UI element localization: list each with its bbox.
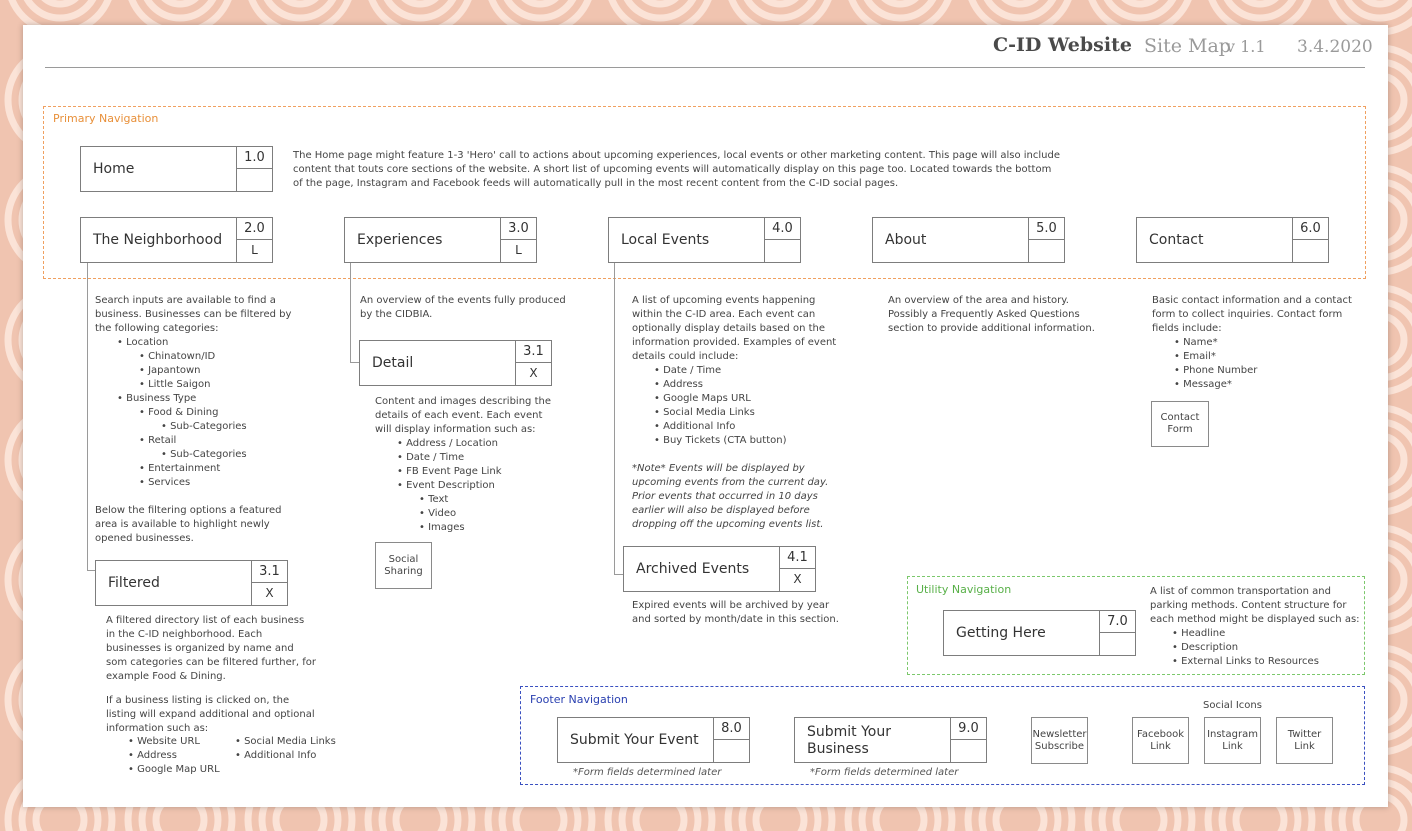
background-arc — [1236, 0, 1284, 4]
page-tag — [237, 169, 272, 191]
page-tag: X — [529, 366, 538, 380]
list-item: • Sub-Categories — [95, 448, 295, 462]
connector-events-h — [614, 574, 623, 575]
page-box-local-events[interactable] — [608, 217, 801, 263]
filtered-description — [106, 614, 316, 736]
page-number-getting-here — [1099, 611, 1135, 655]
background-arc — [36, 0, 84, 4]
page-tag: L — [251, 243, 258, 257]
connector-events — [614, 261, 615, 574]
page-tag: X — [793, 572, 802, 586]
page-box-submit-business[interactable] — [794, 717, 987, 763]
list-item: • Entertainment — [95, 462, 295, 476]
list-item: • Food & Dining — [95, 406, 295, 420]
page-box-archived-events[interactable] — [623, 546, 816, 592]
detail-intro: Content and images describing the details of each event. Each event will display information such as: — [375, 396, 551, 435]
local-events-note: *Note* Events will be displayed by upcoming events from the current day. Prior events that occurred in 10 days earlier will also be displayed before dropping off the upcoming events list. — [632, 463, 829, 530]
page-box-about[interactable] — [872, 217, 1065, 263]
list-item: • Text — [375, 493, 555, 507]
list-item: • Video — [375, 507, 555, 521]
local-events-description — [632, 294, 847, 532]
page-tag — [1293, 240, 1328, 262]
list-item: • Business Type — [95, 392, 295, 406]
getting-here-intro: A list of common transportation and parking methods. Content structure for each method might be displayed such as: — [1150, 586, 1360, 625]
page-label-neighborhood: The Neighborhood — [93, 232, 223, 248]
background-arc — [1116, 0, 1164, 4]
background-arc — [756, 0, 804, 4]
contact-description — [1152, 294, 1352, 392]
page-number-value: 3.1 — [516, 341, 551, 363]
page-number-value: 1.0 — [237, 147, 272, 169]
list-item: • External Links to Resources — [1150, 655, 1360, 669]
page-number-value: 3.1 — [252, 561, 287, 583]
page-box-experiences[interactable] — [344, 217, 537, 263]
list-item: • Chinatown/ID — [95, 350, 295, 364]
social-sharing-box[interactable]: Social Sharing — [375, 542, 432, 589]
page-label-submit-event: Submit Your Event — [570, 732, 699, 748]
background-arc — [1356, 0, 1404, 4]
page-label-detail: Detail — [372, 355, 414, 371]
connector-neighborhood — [87, 261, 88, 570]
detail-description — [375, 395, 555, 535]
page-label-getting-here: Getting Here — [956, 625, 1046, 641]
background-arc — [516, 0, 564, 4]
list-item: • Description — [1150, 641, 1360, 655]
getting-here-description — [1150, 585, 1360, 669]
page-box-getting-here[interactable] — [943, 610, 1136, 656]
background-arc — [636, 0, 684, 4]
page-label-submit-business: Submit Your Business — [807, 724, 891, 757]
background-arc — [396, 0, 444, 4]
list-item: • Buy Tickets (CTA button) — [632, 434, 847, 448]
page-number-experiences — [500, 218, 536, 262]
page-label-local-events: Local Events — [621, 232, 710, 248]
list-item: • Sub-Categories — [95, 420, 295, 434]
list-item: • Address — [106, 749, 226, 763]
facebook-link-box[interactable]: Facebook Link — [1132, 717, 1189, 764]
background-arc — [996, 0, 1044, 4]
page-number-detail — [515, 341, 551, 385]
page-number-value: 8.0 — [714, 718, 749, 740]
twitter-link-box[interactable]: Twitter Link — [1276, 717, 1333, 764]
background-arc — [156, 0, 204, 4]
page-number-submit-business — [950, 718, 986, 762]
page-tag — [1100, 633, 1135, 655]
version-label: v 1.1 — [1226, 37, 1266, 56]
page-label-about: About — [885, 232, 927, 248]
list-item: • Date / Time — [632, 364, 847, 378]
page-tag — [714, 740, 749, 762]
list-item: • Google Map URL — [106, 763, 226, 777]
list-item: • Japantown — [95, 364, 295, 378]
list-item: • Location — [95, 336, 295, 350]
page-box-filtered[interactable] — [95, 560, 288, 606]
page-box-contact[interactable] — [1136, 217, 1329, 263]
list-item: • Additional Info — [632, 420, 847, 434]
page-box-detail[interactable] — [359, 340, 552, 386]
page-number-neighborhood — [236, 218, 272, 262]
primary-navigation-label: Primary Navigation — [53, 112, 159, 125]
page-number-value: 9.0 — [951, 718, 986, 740]
list-item: • Message* — [1152, 378, 1352, 392]
list-item: • Email* — [1152, 350, 1352, 364]
list-item: • Services — [95, 476, 295, 490]
list-item: • Headline — [1150, 627, 1360, 641]
page-box-submit-event[interactable] — [557, 717, 750, 763]
list-item: • Website URL — [106, 735, 226, 749]
list-item: • Address / Location — [375, 437, 555, 451]
list-item: • Address — [632, 378, 847, 392]
header-rule — [45, 67, 1365, 68]
connector-neighborhood-h — [87, 570, 95, 571]
page-number-value: 4.1 — [780, 547, 815, 569]
list-item: • Social Media Links — [632, 406, 847, 420]
background-arc — [876, 0, 924, 4]
contact-form-box[interactable]: Contact Form — [1151, 401, 1209, 447]
background-arc — [276, 0, 324, 4]
page-label-filtered: Filtered — [108, 575, 160, 591]
page-number-filtered — [251, 561, 287, 605]
page-number-value: 2.0 — [237, 218, 272, 240]
experiences-description: An overview of the events fully produced by the CIDBIA. — [360, 295, 566, 320]
list-item: • Date / Time — [375, 451, 555, 465]
list-item: • Social Media Links — [235, 735, 355, 749]
page-label-experiences: Experiences — [357, 232, 443, 248]
page-number-archived-events — [779, 547, 815, 591]
local-events-intro: A list of upcoming events happening within the C-ID area. Each event can optionally display details based on the information provided. Examples of event details could include: — [632, 295, 837, 362]
submit-event-note: *Form fields determined later — [573, 767, 722, 778]
page-box-neighborhood[interactable] — [80, 217, 273, 263]
page-number-local-events — [764, 218, 800, 262]
social-icons-label: Social Icons — [1203, 700, 1262, 711]
submit-business-note: *Form fields determined later — [810, 767, 959, 778]
list-item: • Little Saigon — [95, 378, 295, 392]
list-item: • Event Description — [375, 479, 555, 493]
page-tag — [951, 740, 986, 762]
page-tag — [1029, 240, 1064, 262]
page-label-contact: Contact — [1149, 232, 1204, 248]
page-number-value: 3.0 — [501, 218, 536, 240]
site-map-label: Site Map — [1144, 35, 1231, 57]
connector-experiences-h — [350, 362, 359, 363]
page-label-archived-events: Archived Events — [636, 561, 750, 577]
list-item: • FB Event Page Link — [375, 465, 555, 479]
site-title: C-ID Website — [993, 34, 1132, 56]
filtered-options-col2 — [235, 735, 355, 763]
list-item: • Name* — [1152, 336, 1352, 350]
page-number-home — [236, 147, 272, 191]
footer-navigation-label: Footer Navigation — [530, 693, 628, 706]
list-item: • Images — [375, 521, 555, 535]
page-number-value: 4.0 — [765, 218, 800, 240]
utility-navigation-label: Utility Navigation — [916, 583, 1012, 596]
date-label: 3.4.2020 — [1297, 37, 1373, 57]
page-tag — [765, 240, 800, 262]
page-tag: L — [515, 243, 522, 257]
newsletter-subscribe-box[interactable]: Newsletter Subscribe — [1031, 717, 1088, 764]
page-number-about — [1028, 218, 1064, 262]
about-description: An overview of the area and history. Possibly a Frequently Asked Questions section to provide additional information. — [888, 295, 1095, 334]
neighborhood-filter-list — [95, 336, 295, 490]
page-number-submit-event — [713, 718, 749, 762]
contact-intro: Basic contact information and a contact form to collect inquiries. Contact form fields include: — [1152, 295, 1352, 334]
page-label-home: Home — [93, 161, 135, 177]
list-item: • Phone Number — [1152, 364, 1352, 378]
page-box-home[interactable] — [80, 146, 273, 192]
list-item: • Retail — [95, 434, 295, 448]
page-number-contact — [1292, 218, 1328, 262]
page-number-value: 5.0 — [1029, 218, 1064, 240]
neighborhood-description — [95, 294, 295, 546]
instagram-link-box[interactable]: Instagram Link — [1204, 717, 1261, 764]
filtered-options-col1 — [106, 735, 226, 777]
page-tag: X — [265, 586, 274, 600]
connector-experiences — [350, 261, 351, 362]
list-item: • Google Maps URL — [632, 392, 847, 406]
page-number-value: 7.0 — [1100, 611, 1135, 633]
home-description: The Home page might feature 1-3 'Hero' call to actions about upcoming experiences, local events or other marketing content. This page will also include content that touts core sections of the website. A short list of upcoming events will automatically display on this page too. Located towards the bottom of the page, Instagram and Facebook feeds will automatically pull in the most recent content from the C-ID social pages. — [293, 150, 1061, 189]
neighborhood-intro: Search inputs are available to find a business. Businesses can be filtered by the following categories: — [95, 295, 292, 334]
neighborhood-outro: Below the filtering options a featured area is available to highlight newly opened businesses. — [95, 505, 282, 544]
filtered-p2: If a business listing is clicked on, the listing will expand additional and optional information such as: — [106, 695, 315, 734]
site-map-sheet — [23, 25, 1388, 807]
archived-events-description: Expired events will be archived by year and sorted by month/date in this section. — [632, 600, 839, 625]
page-number-value: 6.0 — [1293, 218, 1328, 240]
list-item: • Additional Info — [235, 749, 355, 763]
filtered-p1: A filtered directory list of each business in the C-ID neighborhood. Each businesses is organized by name and som categories can be filtered further, for example Food & Dining. — [106, 615, 316, 682]
